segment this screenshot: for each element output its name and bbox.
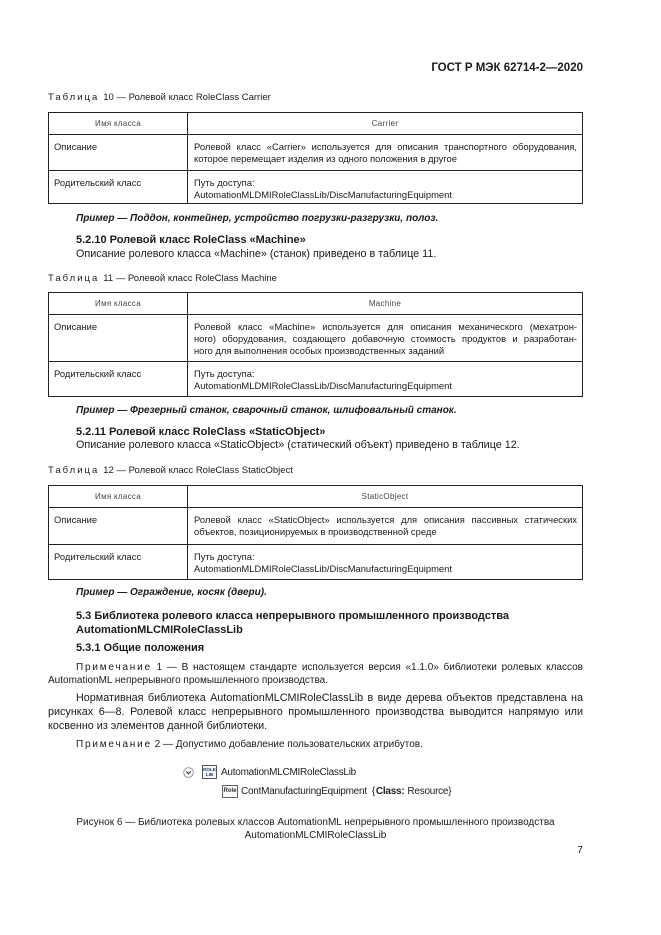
example-text: Пример — Фрезерный станок, сварочный станок, шлифовальный станок.	[76, 405, 457, 416]
row-value-line: AutomationMLDMIRoleClassLib/DiscManufacturingEquipment	[194, 189, 452, 200]
tree-node-child	[222, 784, 451, 798]
icon-lettering: LIB	[205, 772, 214, 777]
chevron-down-icon	[183, 767, 194, 778]
table-row-parent-class	[49, 170, 582, 203]
note-text: 1 — В настоящем стандарте используется версия «1.1.0» библиотеки ролевых классов	[156, 662, 583, 673]
table-caption-text: 10 — Ролевой класс RoleClass Carrier	[103, 92, 271, 103]
table-row-parent-class	[49, 361, 582, 396]
table-11	[48, 292, 583, 397]
table-row-description	[49, 134, 582, 170]
tree-node-label: AutomationMLCMIRoleClassLib	[221, 766, 356, 778]
table-header-row	[49, 113, 582, 134]
note-line	[48, 661, 583, 674]
row-value	[188, 508, 582, 544]
tree-node-label: ContManufacturingEquipment	[241, 785, 367, 797]
row-value	[188, 315, 582, 361]
table-11-caption	[48, 272, 277, 286]
row-value-line: Ролевой класс «Carrier» используется для описания транспортного оборудования,	[194, 141, 577, 152]
table-header-row	[49, 486, 582, 507]
table-caption-text: 11 — Ролевой класс RoleClass Machine	[103, 273, 277, 284]
table-caption-text: 12 — Ролевой класс RoleClass StaticObject	[103, 465, 293, 476]
section-heading: 5.2.11 Ролевой класс RoleClass «StaticObject»	[76, 426, 326, 438]
row-value	[188, 362, 582, 396]
table-12	[48, 485, 583, 580]
section-5-3-heading	[76, 609, 509, 637]
row-value-line: Ролевой класс «StaticObject» используется для описания пассивных статических	[194, 514, 577, 525]
row-value	[188, 135, 582, 170]
header-cell-class-name: Имя класса	[49, 113, 188, 134]
example-text: Пример — Поддон, контейнер, устройство погрузки-разгрузки, полоз.	[76, 213, 439, 224]
row-label: Описание	[49, 508, 188, 544]
row-value-line: ного) оборудования, создающего добавочную стоимость продуктов и разработан-	[194, 333, 577, 344]
table-label: Таблица	[48, 92, 100, 103]
row-value-line: AutomationMLDMIRoleClassLib/DiscManufacturingEquipment	[194, 563, 452, 574]
row-label: Родительский класс	[49, 362, 188, 396]
row-label: Родительский класс	[49, 171, 188, 203]
note-line	[48, 738, 583, 751]
header-cell-class-value: Machine	[368, 299, 402, 308]
row-value-line: Путь доступа:	[194, 368, 255, 379]
header-cell-class-value: StaticObject	[361, 492, 409, 501]
section-text: Описание ролевого класса «StaticObject» (статический объект) приведено в таблице 12.	[76, 439, 520, 451]
row-value-line: которое перемещает изделия из одного положения в другое	[194, 153, 457, 164]
header-cell-class-name: Имя класса	[49, 486, 188, 507]
role-class-library-icon	[202, 765, 217, 779]
row-label: Описание	[49, 135, 188, 170]
document-code: ГОСТ Р МЭК 62714-2—2020	[431, 62, 583, 74]
row-value	[188, 171, 582, 203]
row-label: Описание	[49, 315, 188, 361]
note-1	[48, 661, 583, 687]
class-brace-close: }	[448, 785, 452, 797]
row-value	[188, 545, 582, 579]
note-text: 2 — Допустимо добавление пользовательских атрибутов.	[154, 739, 423, 750]
row-value-line: Ролевой класс «Machine» используется для описания механического (мехатрон-	[194, 321, 577, 332]
row-value-line: объектов, позиционируемых в производственной среде	[194, 526, 437, 537]
table-row-description	[49, 507, 582, 544]
table-10-caption	[48, 91, 271, 105]
table-header-row	[49, 293, 582, 314]
section-heading: 5.2.10 Ролевой класс RoleClass «Machine»	[76, 234, 306, 246]
note-label: Примечание	[76, 739, 152, 750]
class-value: Resource	[407, 785, 449, 797]
paragraph-line: косвенно из элементов данной библиотеки.	[48, 720, 268, 732]
row-label: Родительский класс	[49, 545, 188, 579]
table-label: Таблица	[48, 273, 100, 284]
section-5-3-1-heading: 5.3.1 Общие положения	[76, 642, 205, 654]
row-value-line: Путь доступа:	[194, 177, 255, 188]
class-brace-open: {	[371, 785, 375, 797]
page-number: 7	[577, 844, 583, 856]
paragraph-line: рисунках 6—8. Ролевой класс непрерывного промышленного производства выводится напрямую или	[48, 706, 583, 718]
table-12-caption	[48, 464, 293, 478]
row-value-line: ного для выполнения особых производственных заданий	[194, 345, 445, 356]
table-label: Таблица	[48, 465, 100, 476]
table-row-parent-class	[49, 544, 582, 579]
tree-node-root	[183, 765, 356, 779]
caption-line: Рисунок 6 — Библиотека ролевых классов AutomationML непрерывного промышленного производства	[76, 817, 555, 828]
role-class-icon	[222, 785, 238, 798]
class-label: Class:	[375, 785, 405, 797]
note-2	[48, 738, 583, 751]
paragraph-line: Нормативная библиотека AutomationMLCMIRoleClassLib в виде дерева объектов представлена на	[76, 692, 583, 704]
example-text: Пример — Ограждение, косяк (двери).	[76, 587, 267, 598]
icon-lettering: Role	[223, 788, 237, 794]
row-value-line: AutomationMLDMIRoleClassLib/DiscManufacturingEquipment	[194, 380, 452, 391]
caption-line: AutomationMLCMIRoleClassLib	[244, 830, 387, 841]
section-text: Описание ролевого класса «Machine» (станок) приведено в таблице 11.	[76, 248, 437, 260]
heading-line: 5.3 Библиотека ролевого класса непрерывного промышленного производства	[76, 610, 509, 622]
figure-caption	[48, 816, 583, 842]
header-cell-class-name: Имя класса	[49, 293, 188, 314]
body-paragraph	[48, 691, 583, 733]
header-cell-class-value: Carrier	[371, 119, 399, 128]
table-row-description	[49, 314, 582, 361]
row-value-line: Путь доступа:	[194, 551, 255, 562]
note-line: AutomationML непрерывного промышленного производства.	[48, 675, 329, 686]
note-label: Примечание	[76, 662, 152, 673]
heading-line: AutomationMLCMIRoleClassLib	[76, 624, 243, 636]
table-10	[48, 112, 583, 204]
icon-lettering: ROLE	[203, 767, 216, 772]
